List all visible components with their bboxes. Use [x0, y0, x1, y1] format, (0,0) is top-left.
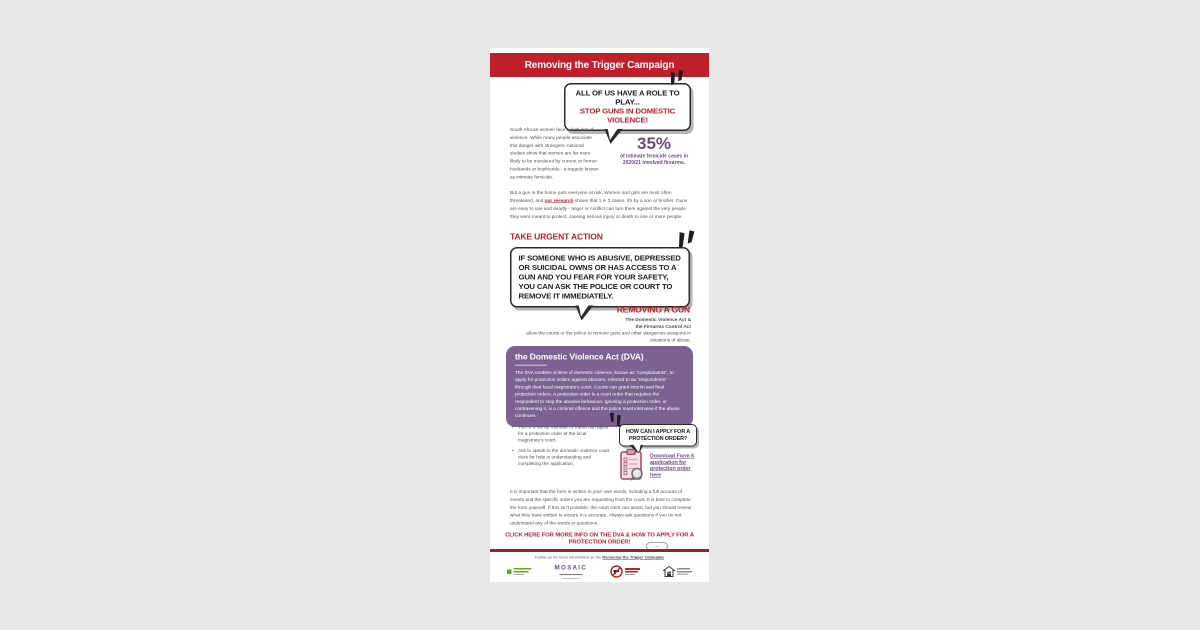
apply-speech-bubble — [619, 424, 697, 447]
mosaic-wordmark: MOSAIC — [554, 564, 587, 571]
document-page — [490, 48, 709, 582]
acts-paragraph — [520, 317, 691, 344]
apply-bubble-line-1: HOW CAN I APPLY FOR A — [625, 428, 691, 435]
national-shelter-movement-logo — [663, 566, 692, 577]
hero-speech-bubble — [564, 83, 691, 131]
house-icon — [663, 566, 675, 577]
logo-text-line — [677, 571, 692, 573]
logo-text-line — [677, 574, 688, 575]
logo-text-line — [625, 571, 638, 573]
mosaic-logo — [555, 564, 588, 579]
logo-text-lines — [677, 568, 692, 575]
page-title: Removing the Trigger Campaign — [524, 59, 675, 71]
apply-bubble-text — [620, 425, 696, 446]
follow-text: Follow us for more information on the — [535, 555, 603, 560]
apply-bubble-line-2: PROTECTION ORDER? — [628, 435, 688, 442]
footer-divider — [490, 549, 709, 552]
risk-text-before: But a gun in the home puts everyone at risk. Women and girls are most often threatened, and — [510, 190, 672, 204]
logo-text-lines — [514, 568, 532, 575]
form-note-paragraph: It is important that the form is written in your own words, including a full account of events and the specific orders you are requesting from the court. It is best to complete the form yourself. If this isn't possible, the court clerk can assist, but you should review what they have written to ensure it is accurate. Always ask questions if you do not understand any of the words or questions. — [510, 489, 692, 527]
dva-box-body: The DVA enables victims of domestic violence, known as "complainants", to apply for protection orders against abusers, referred to as "respondents" through their local magistrate's court. Courts can grant interim and final protection orders. A protection order is a court order that requires the respondent to stop the abusive behaviour. Ignoring a protection order, or contravening it, is a criminal offence and the police must intervene if the abuse continues. — [515, 370, 680, 419]
hero-line-2: STOP GUNS IN DOMESTIC VIOLENCE! — [579, 107, 676, 125]
dva-box-title: the Domestic Violence Act (DVA) — [515, 352, 644, 362]
heinrich-boll-stiftung-logo — [507, 568, 532, 575]
stat-caption: of intimate femicide cases in 2020/21 involved firearms. — [619, 153, 689, 166]
urgent-bubble-line: IF SOMEONE WHO IS ABUSIVE, DEPRESSED OR SUICIDAL OWNS OR HAS ACCESS TO A GUN AND YOU FEAR FOR YOUR SAFETY, YOU CAN ASK THE POLICE OR COURT TO REMOVE IT IMMEDIATELY. — [518, 254, 681, 301]
protection-order-form-icon — [618, 448, 647, 481]
follow-line — [490, 555, 709, 560]
partner-logos — [507, 563, 692, 580]
intro-paragraph: South African women face a high risk of violence. While many people associate this danger with strangers, national studies show that women are far more likely to be murdered by current or former husbands or boyfriends - a tragedy known as intimate femicide. — [510, 127, 599, 180]
logo-text-line — [625, 574, 635, 575]
dva-info-box — [506, 346, 693, 427]
apply-bullet-list — [512, 424, 613, 471]
stat-value: 35% — [636, 134, 672, 153]
logo-text-line — [514, 571, 529, 573]
no-gun-icon — [610, 565, 623, 578]
list-item: • Ask to speak to the domestic violence court clerk for help in understanding and completing the application. — [512, 447, 613, 467]
removing-a-gun-heading: REMOVING A GUN — [616, 305, 690, 315]
logo-text-line — [625, 568, 640, 570]
hero-bubble-text — [566, 85, 690, 130]
firearms-control-act-text: the Firearms Control Act — [635, 323, 691, 330]
cta-link[interactable]: CLICK HERE FOR MORE INFO ON THE DVA & HOW TO APPLY FOR A PROTECTION ORDER! — [505, 531, 694, 545]
shout-marks-icon — [675, 227, 698, 248]
logo-text-line — [514, 568, 532, 570]
domestic-violence-act-text: The Domestic Violence Act & — [625, 317, 691, 323]
hero-line-1: ALL OF US HAVE A ROLE TO PLAY... — [575, 89, 680, 107]
risk-paragraph — [510, 189, 691, 221]
download-form6-link[interactable]: Download Form 6 application for protection order here — [650, 453, 695, 478]
urgent-speech-bubble — [510, 247, 690, 308]
list-item: • You or a family member or friend can apply for a protection order at the local magistrate's court. — [512, 424, 613, 444]
logo-text-line — [677, 568, 690, 570]
campaign-link[interactable]: Removing the Trigger Campaign — [602, 555, 664, 560]
divider — [515, 365, 547, 367]
risk-text-after: shows that 1 in 3 cases, it's by a son or brother. Guns are easy to use and deadly - anger or conflict can turn them against the very people they were meant to protect, causing serious injury or death to one or more people. — [510, 198, 688, 220]
logo-text-line — [559, 574, 582, 575]
gun-free-south-africa-logo — [610, 565, 640, 578]
logo-text-line — [514, 574, 525, 575]
logo-text-lines — [625, 568, 640, 575]
urgent-bubble-text — [512, 249, 689, 307]
logo-mark — [507, 569, 512, 574]
infographic — [490, 48, 709, 582]
our-research-link[interactable]: our research — [544, 198, 574, 204]
acts-description: allow the courts or the police to remove guns and other dangerous weapons in situations of abuse. — [526, 330, 691, 343]
logo-text-line — [562, 578, 579, 579]
take-urgent-action-heading: TAKE URGENT ACTION — [510, 232, 603, 242]
arrow-right-icon: → — [654, 543, 660, 549]
stat-block — [616, 135, 692, 166]
